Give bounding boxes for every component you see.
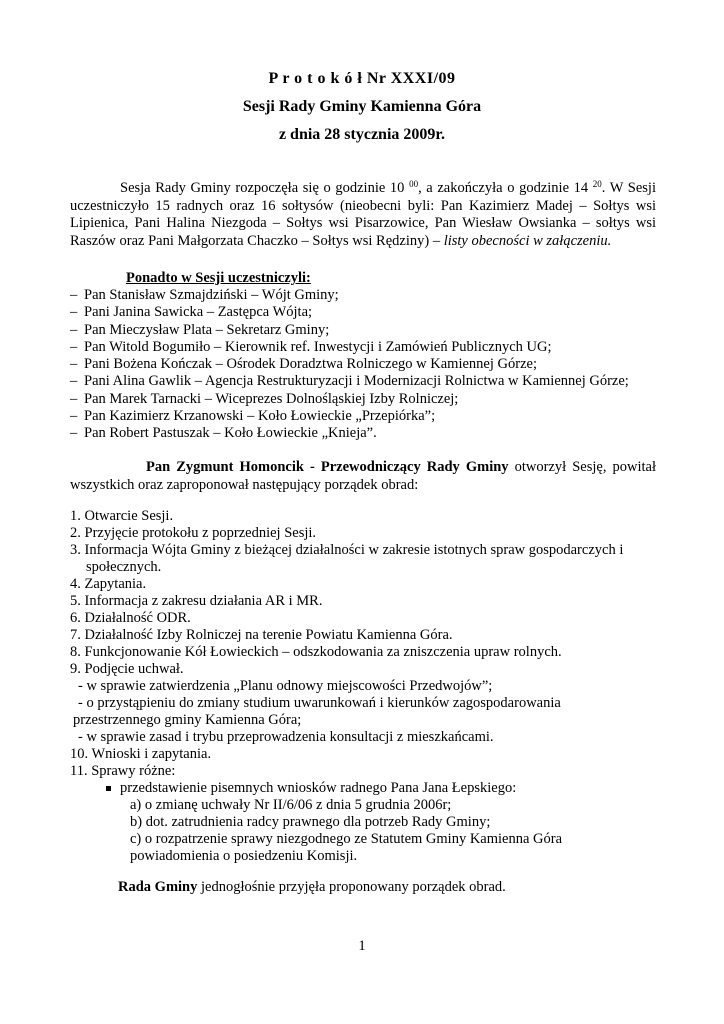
list-item: – Pan Witold Bogumiło – Kierownik ref. Inwestycji i Zamówień Publicznych UG;	[70, 338, 552, 355]
list-item: – Pani Janina Sawicka – Zastępca Wójta;	[70, 304, 313, 321]
council-name: Rada Gminy	[118, 879, 198, 895]
participants-list	[70, 287, 690, 443]
dash-bullet: –	[70, 338, 78, 355]
agenda-item: 1. Otwarcie Sesji.	[70, 508, 174, 524]
dash-bullet: –	[70, 373, 78, 390]
start-time-minutes: 00	[409, 179, 419, 189]
agenda-item: 8. Funkcjonowanie Kół Łowieckich – odszkodowania za zniszczenia upraw rolnych.	[70, 644, 562, 660]
agenda-item: 5. Informacja z zakresu działania AR i MR.	[70, 593, 323, 609]
attendance-note: listy obecności w załączeniu.	[443, 232, 612, 249]
agenda-subitem-continuation: powiadomienia o posiedzeniu Komisji.	[130, 848, 358, 864]
agenda-item: 9. Podjęcie uchwał.	[70, 661, 184, 677]
agenda-bullet-item: przedstawienie pisemnych wniosków radnego Pana Jana Łepskiego:	[70, 780, 670, 797]
protocol-number-title: P r o t o k ó ł Nr XXXI/09	[268, 70, 456, 87]
agenda-item-continuation: społecznych.	[86, 559, 162, 575]
dash-bullet: –	[70, 408, 78, 425]
agenda-item: 2. Przyjęcie protokołu z poprzedniej Sesji.	[70, 525, 317, 541]
square-bullet-icon	[106, 786, 111, 791]
intro-paragraph	[70, 180, 656, 250]
chair-text: otworzył Sesję, powitał wszystkich oraz zaproponował następujący porządek obrad:	[70, 459, 656, 493]
dash-bullet: –	[70, 425, 78, 442]
dash-bullet: –	[70, 390, 78, 407]
list-item: – Pan Stanisław Szmajdziński – Wójt Gminy;	[70, 287, 339, 303]
list-item: – Pan Kazimierz Krzanowski – Koło Łowieckie „Przepiórka”;	[70, 408, 436, 425]
agenda-subitem: - w sprawie zasad i trybu przeprowadzenia konsultacji z mieszkańcami.	[78, 729, 494, 745]
session-date: z dnia 28 stycznia 2009r.	[278, 126, 446, 143]
dash-bullet: –	[70, 304, 78, 321]
agenda-subitem: - w sprawie zatwierdzenia „Planu odnowy miejscowości Przedwojów”;	[78, 678, 493, 694]
chair-paragraph	[70, 459, 656, 494]
list-item: – Pani Bożena Kończak – Ośrodek Doradztwa Rolniczego w Kamiennej Górze;	[70, 356, 537, 373]
agenda-subitem: c) o rozpatrzenie sprawy niezgodnego ze Statutem Gminy Kamienna Góra	[130, 831, 563, 847]
dash-bullet: –	[70, 287, 78, 303]
agenda-subitem: - o przystąpieniu do zmiany studium uwarunkowań i kierunków zagospodarowania	[78, 695, 561, 711]
agenda-item: 6. Działalność ODR.	[70, 610, 191, 626]
list-item: – Pan Marek Tarnacki – Wiceprezes Dolnośląskiej Izby Rolniczej;	[70, 390, 459, 407]
session-title: Sesji Rady Gminy Kamienna Góra	[242, 98, 482, 115]
dash-bullet: –	[70, 321, 78, 338]
participants-heading: Ponadto w Sesji uczestniczyli:	[126, 270, 311, 286]
agenda-list	[70, 508, 670, 865]
list-item: – Pan Robert Pastuszak – Koło Łowieckie „Knieja”.	[70, 425, 377, 442]
intro-text-3: . W Sesji uczestniczyło 15 radnych oraz 16 sołtysów (nieobecni byli: Pan Kazimierz Madej – Sołtys wsi Lipienica, Pani Halina Niezgoda – Sołtys wsi Pisarzowice, Pan Wiesław Owsianka – sołtys wsi Raszów oraz Pani Małgorzata Chaczko – Sołtys wsi Rędziny) –	[70, 180, 656, 249]
agenda-item: 11. Sprawy różne:	[70, 763, 176, 779]
agenda-subitem-continuation: przestrzennego gminy Kamienna Góra;	[73, 712, 302, 728]
closing-text: jednogłośnie przyjęła proponowany porządek obrad.	[197, 879, 506, 895]
closing-paragraph	[118, 879, 506, 896]
page-number: 1	[358, 938, 366, 954]
list-item: – Pan Mieczysław Plata – Sekretarz Gminy;	[70, 321, 330, 338]
chairman-name: Pan Zygmunt Homoncik - Przewodniczący Rady Gminy	[146, 459, 509, 475]
agenda-item: 7. Działalność Izby Rolniczej na terenie Powiatu Kamienna Góra.	[70, 627, 453, 643]
agenda-subitem: a) o zmianę uchwały Nr II/6/06 z dnia 5 grudnia 2006r;	[130, 797, 452, 813]
intro-text-1: Sesja Rady Gminy rozpoczęła się o godzinie 10	[120, 180, 405, 196]
agenda-item: 4. Zapytania.	[70, 576, 147, 592]
agenda-subitem: b) dot. zatrudnienia radcy prawnego dla potrzeb Rady Gminy;	[130, 814, 491, 830]
list-item: – Pani Alina Gawlik – Agencja Restrukturyzacji i Modernizacji Rolnictwa w Kamiennej Górze;	[70, 373, 629, 390]
dash-bullet: –	[70, 356, 78, 373]
end-time-minutes: 20	[592, 179, 602, 189]
intro-text-2: , a zakończyła o godzinie 14	[418, 180, 589, 196]
agenda-item: 10. Wnioski i zapytania.	[70, 746, 212, 762]
agenda-item: 3. Informacja Wójta Gminy z bieżącej działalności w zakresie istotnych spraw gospodarczych i	[70, 542, 624, 558]
